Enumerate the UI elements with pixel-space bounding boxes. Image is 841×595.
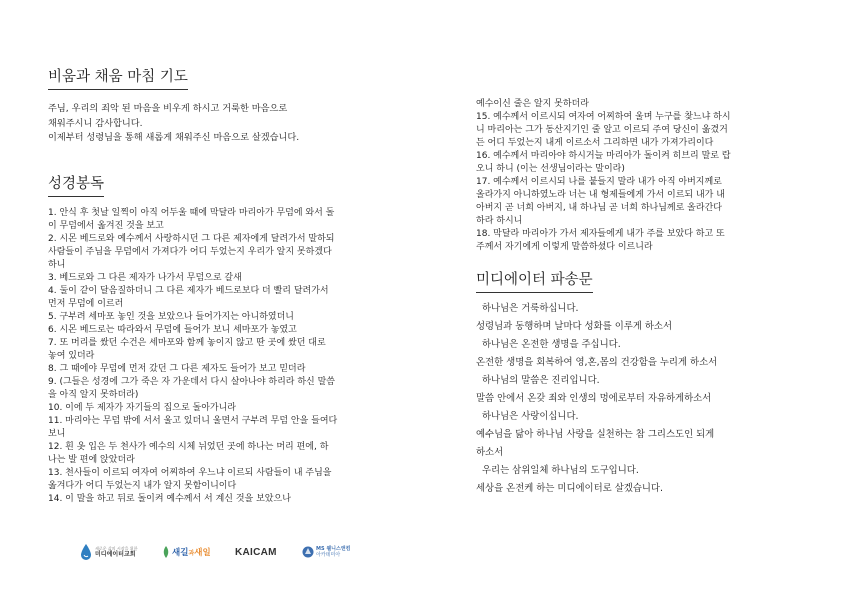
scripture-reading-left <box>48 207 388 506</box>
prayer-line: 이제부터 성령님을 통해 새롭게 채워주신 마음으로 살겠습니다. <box>48 132 300 143</box>
verse-line: 하니 <box>48 260 66 270</box>
verse-line: 올라가지 아니하였노라 너는 내 형제들에게 가서 이르되 내가 내 <box>476 190 725 200</box>
verse-line: 든 어디 두었는지 내게 이르소서 그리하면 내가 가져가리이다 <box>476 138 714 148</box>
verse-line: 사람들이 주님을 무덤에서 가져다가 어디 두었는지 우리가 알지 못하겠다 <box>48 247 332 257</box>
kaicam-wordmark: KAICAM <box>235 546 277 558</box>
verse-line: 니 마리아는 그가 동산지기인 줄 알고 이르되 주여 당신이 옮겼거 <box>476 125 728 135</box>
declaration-line: 말씀 안에서 온갖 죄와 인생의 멍에로부터 자유하게하소서 <box>476 393 712 404</box>
verse-line: 1. 안식 후 첫날 일찍이 아직 어두울 때에 막달라 마리아가 무덤에 와서 돌 <box>48 208 335 218</box>
declaration-line: 하나님은 거룩하십니다. <box>482 303 579 314</box>
verse-line: 8. 그 때에야 무덤에 먼저 갔던 그 다른 제자도 들어가 보고 믿더라 <box>48 364 306 374</box>
leaf-icon <box>162 545 170 559</box>
prayer-heading: 비움과 채움 마침 기도 <box>48 68 188 90</box>
ms-name-bottom: 아카데미아 <box>316 552 341 558</box>
declaration-line: 성령님과 동행하며 날마다 성화를 이루게 하소서 <box>476 321 673 332</box>
verse-line: 16. 예수께서 마리아야 하시거늘 마리아가 돌이켜 히브리 말로 랍 <box>476 151 731 161</box>
verse-line: 주께서 자기에게 이렇게 말씀하셨다 이르니라 <box>476 242 653 252</box>
saegil-text-c: 새일 <box>194 548 211 558</box>
verse-line: 15. 예수께서 이르시되 여자여 어찌하여 울며 누구를 찾느냐 하시 <box>476 112 731 122</box>
verse-line: 7. 또 머리를 쌌던 수건은 세마포와 함께 놓이지 않고 딴 곳에 쌌던 대로 <box>48 338 326 348</box>
church-name: 미디에이터교회 <box>95 550 136 558</box>
verse-line: 옮겨다가 어디 두었는지 내가 알지 못함이니이다 <box>48 481 237 491</box>
reading-heading: 성경봉독 <box>48 175 104 197</box>
verse-line: 10. 이에 두 제자가 자기들의 집으로 돌아가니라 <box>48 403 236 413</box>
declaration-line: 예수님을 닮아 하나님 사랑을 실천하는 참 그리스도인 되게 <box>476 429 715 440</box>
scripture-reading-right <box>476 98 766 254</box>
verse-line: 예수이신 줄은 알지 못하더라 <box>476 99 589 109</box>
verse-line: 4. 둘이 같이 달음질하더니 그 다른 제자가 베드로보다 더 빨리 달려가서 <box>48 286 329 296</box>
verse-line: 을 아직 알지 못하더라) <box>48 390 139 400</box>
water-drop-icon <box>80 543 92 561</box>
verse-line: 11. 마리아는 무덤 밖에 서서 울고 있더니 울면서 구부려 무덤 안을 들여다 <box>48 416 338 426</box>
verse-line: 오니 하니 (이는 선생님이라는 말이라) <box>476 164 625 174</box>
verse-line: 나는 발 편에 앉았더라 <box>48 455 135 465</box>
verse-line: 18. 막달라 마리아가 가서 제자들에게 내가 주를 보았다 하고 또 <box>476 229 725 239</box>
prayer-body <box>48 102 299 146</box>
declaration-line: 하나님은 온전한 생명을 주십니다. <box>482 339 621 350</box>
prayer-line: 주님, 우리의 죄악 된 마음을 비우게 하시고 거룩한 마음으로 <box>48 103 288 114</box>
declaration-line: 우리는 삼위일체 하나님의 도구입니다. <box>482 465 639 476</box>
verse-line: 5. 구부려 세마포 놓인 것을 보았으나 들어가지는 아니하였더니 <box>48 312 294 322</box>
verse-line: 14. 이 말을 하고 뒤로 돌이켜 예수께서 서 계신 것을 보았으나 <box>48 494 291 504</box>
verse-line: 이 무덤에서 옮겨진 것을 보고 <box>48 221 164 231</box>
declaration-heading: 미디에이터 파송문 <box>476 271 593 293</box>
declaration-line: 하소서 <box>476 447 504 458</box>
church-logo <box>80 538 137 566</box>
verse-line: 9. (그들은 성경에 그가 죽은 자 가운데서 다시 살아나야 하리라 하신 말씀 <box>48 377 336 387</box>
declaration-line: 세상을 온전케 하는 미디에이터로 살겠습니다. <box>476 483 663 494</box>
saegil-text-a: 새길 <box>172 548 189 558</box>
logo-strip <box>80 538 380 568</box>
declaration-line: 온전한 생명을 회복하여 영,혼,몸의 건강함을 누리게 하소서 <box>476 357 718 368</box>
verse-line: 17. 예수께서 이르시되 나를 붙들지 말라 내가 아직 아버지께로 <box>476 177 722 187</box>
saegil-text-b: 과 <box>188 550 195 557</box>
verse-line: 6. 시몬 베드로는 따라와서 무덤에 들어가 보니 세마포가 놓였고 <box>48 325 297 335</box>
verse-line: 하라 하시니 <box>476 216 523 226</box>
verse-line: 13. 천사들이 이르되 여자여 어찌하여 우느냐 이르되 사람들이 내 주님을 <box>48 468 332 478</box>
saegil-logo <box>162 538 211 566</box>
prayer-line: 채워주시니 감사합니다. <box>48 117 143 129</box>
ms-logo <box>302 538 350 566</box>
verse-line: 2. 시몬 베드로와 예수께서 사랑하시던 그 다른 제자에게 달려가서 말하되 <box>48 234 335 244</box>
verse-line: 12. 흰 옷 입은 두 천사가 예수의 시체 뉘었던 곳에 하나는 머리 편에, 하 <box>48 442 329 452</box>
kaicam-logo <box>235 538 277 566</box>
verse-line: 보니 <box>48 429 66 439</box>
ms-name-top: MS 웰니스앤컴 <box>316 546 351 552</box>
verse-line: 놓여 있더라 <box>48 351 95 361</box>
sending-declaration <box>476 300 717 498</box>
verse-line: 3. 베드로와 그 다른 제자가 나가서 무덤으로 갈새 <box>48 273 242 283</box>
verse-line: 먼저 무덤에 이르러 <box>48 299 124 309</box>
church-tagline: 새로운 삶의 시작을 위한 <box>95 545 138 551</box>
declaration-line: 하나님은 사랑이십니다. <box>482 411 579 422</box>
declaration-line: 하나님의 말씀은 진리입니다. <box>482 375 600 386</box>
ms-emblem-icon <box>302 545 314 559</box>
verse-line: 아버지 곧 너희 아버지, 내 하나님 곧 너희 하나님께로 올라간다 <box>476 203 722 213</box>
